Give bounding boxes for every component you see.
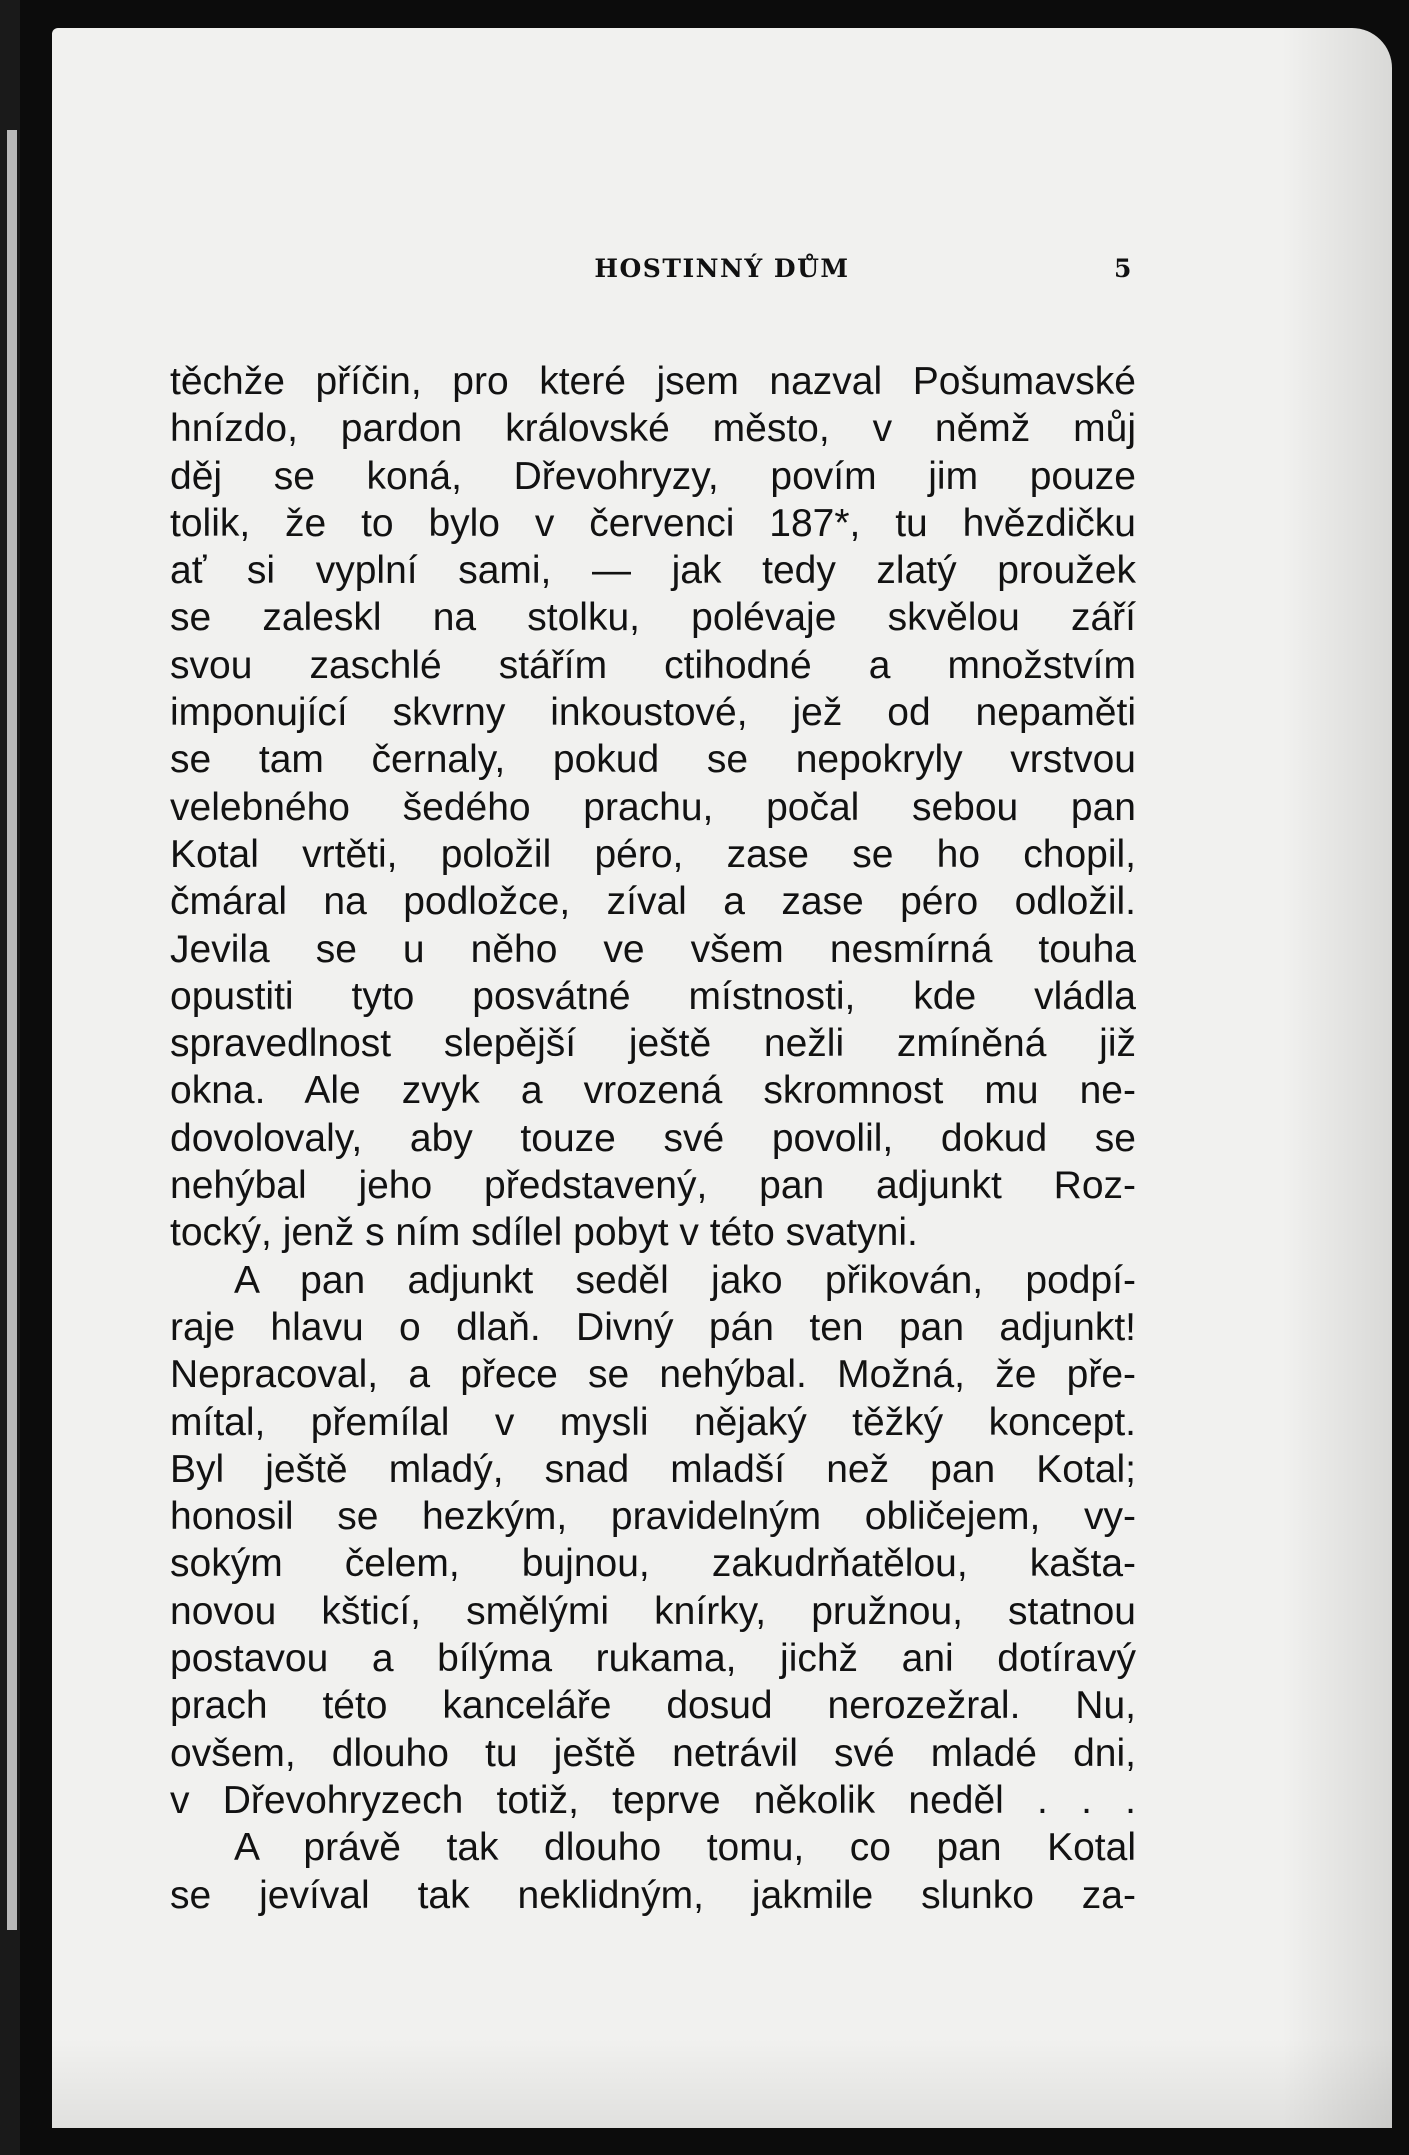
page-edge-band [7, 130, 17, 1930]
text-line: Jevila se u něho ve všem nesmírná touha [170, 927, 1136, 971]
text-line: raje hlavu o dlaň. Divný pán ten pan adjunkt! [170, 1305, 1136, 1349]
text-line: se tam černaly, pokud se nepokryly vrstvou [170, 738, 1136, 782]
text-line: těchže příčin, pro které jsem nazval Pošumavské [170, 360, 1136, 403]
text-line: Nepracoval, a přece se nehýbal. Možná, že pře- [170, 1353, 1136, 1397]
running-title: HOSTINNÝ DŮM [594, 254, 850, 283]
running-head [52, 254, 1392, 294]
text-line: ať si vyplní sami, — jak tedy zlatý proužek [170, 549, 1136, 593]
text-line: prach této kanceláře dosud nerozežral. Nu, [170, 1684, 1136, 1728]
text-line: svou zaschlé stářím ctihodné a množstvím [170, 643, 1136, 687]
page-number: 5 [1114, 254, 1132, 283]
text-line: se zaleskl na stolku, polévaje skvělou září [170, 596, 1136, 640]
text-line: velebného šedého prachu, počal sebou pan [170, 785, 1136, 829]
text-line: v Dřevohryzech totiž, teprve několik neděl . . . [170, 1778, 1136, 1822]
text-line: tolik, že to bylo v červenci 187*, tu hvězdičku [170, 501, 1136, 545]
text-line: děj se koná, Dřevohryzy, povím jim pouze [170, 454, 1136, 498]
text-line: novou kšticí, smělými knírky, pružnou, statnou [170, 1589, 1136, 1633]
text-line: honosil se hezkým, pravidelným obličejem, vy- [170, 1495, 1136, 1539]
text-line: opustiti tyto posvátné místnosti, kde vládla [170, 974, 1136, 1018]
body-text [170, 358, 1136, 1919]
text-line: imponující skvrny inkoustové, jež od nepaměti [170, 691, 1136, 735]
text-line: tocký, jenž s ním sdílel pobyt v této svatyni. [170, 1211, 918, 1255]
text-line: dovolovaly, aby touze své povolil, dokud se [170, 1116, 1136, 1160]
text-line: spravedlnost slepější ještě nežli zmíněná již [170, 1022, 1136, 1066]
paragraph-first-line: A pan adjunkt seděl jako přikován, podpí- [234, 1258, 1136, 1302]
text-line: Byl ještě mladý, snad mladší než pan Kotal; [170, 1447, 1136, 1491]
text-line: čmáral na podložce, zíval a zase péro odložil. [170, 880, 1136, 924]
text-line: nehýbal jeho představený, pan adjunkt Roz- [170, 1164, 1136, 1208]
text-line: sokým čelem, bujnou, zakudrňatělou, kašta- [170, 1542, 1136, 1586]
text-line: se jevíval tak neklidným, jakmile slunko za- [170, 1873, 1136, 1917]
text-line: ovšem, dlouho tu ještě netrávil své mladé dni, [170, 1731, 1136, 1775]
text-line: Kotal vrtěti, položil péro, zase se ho chopil, [170, 832, 1136, 876]
book-page [52, 28, 1392, 2128]
text-line: postavou a bílýma rukama, jichž ani dotíravý [170, 1637, 1136, 1681]
paragraph-first-line: A právě tak dlouho tomu, co pan Kotal [234, 1826, 1136, 1870]
text-line: hnízdo, pardon královské město, v němž můj [170, 407, 1136, 451]
text-line: okna. Ale zvyk a vrozená skromnost mu ne- [170, 1069, 1136, 1113]
text-line: mítal, přemílal v mysli nějaký těžký koncept. [170, 1400, 1136, 1444]
previous-page-edge [0, 0, 20, 2155]
